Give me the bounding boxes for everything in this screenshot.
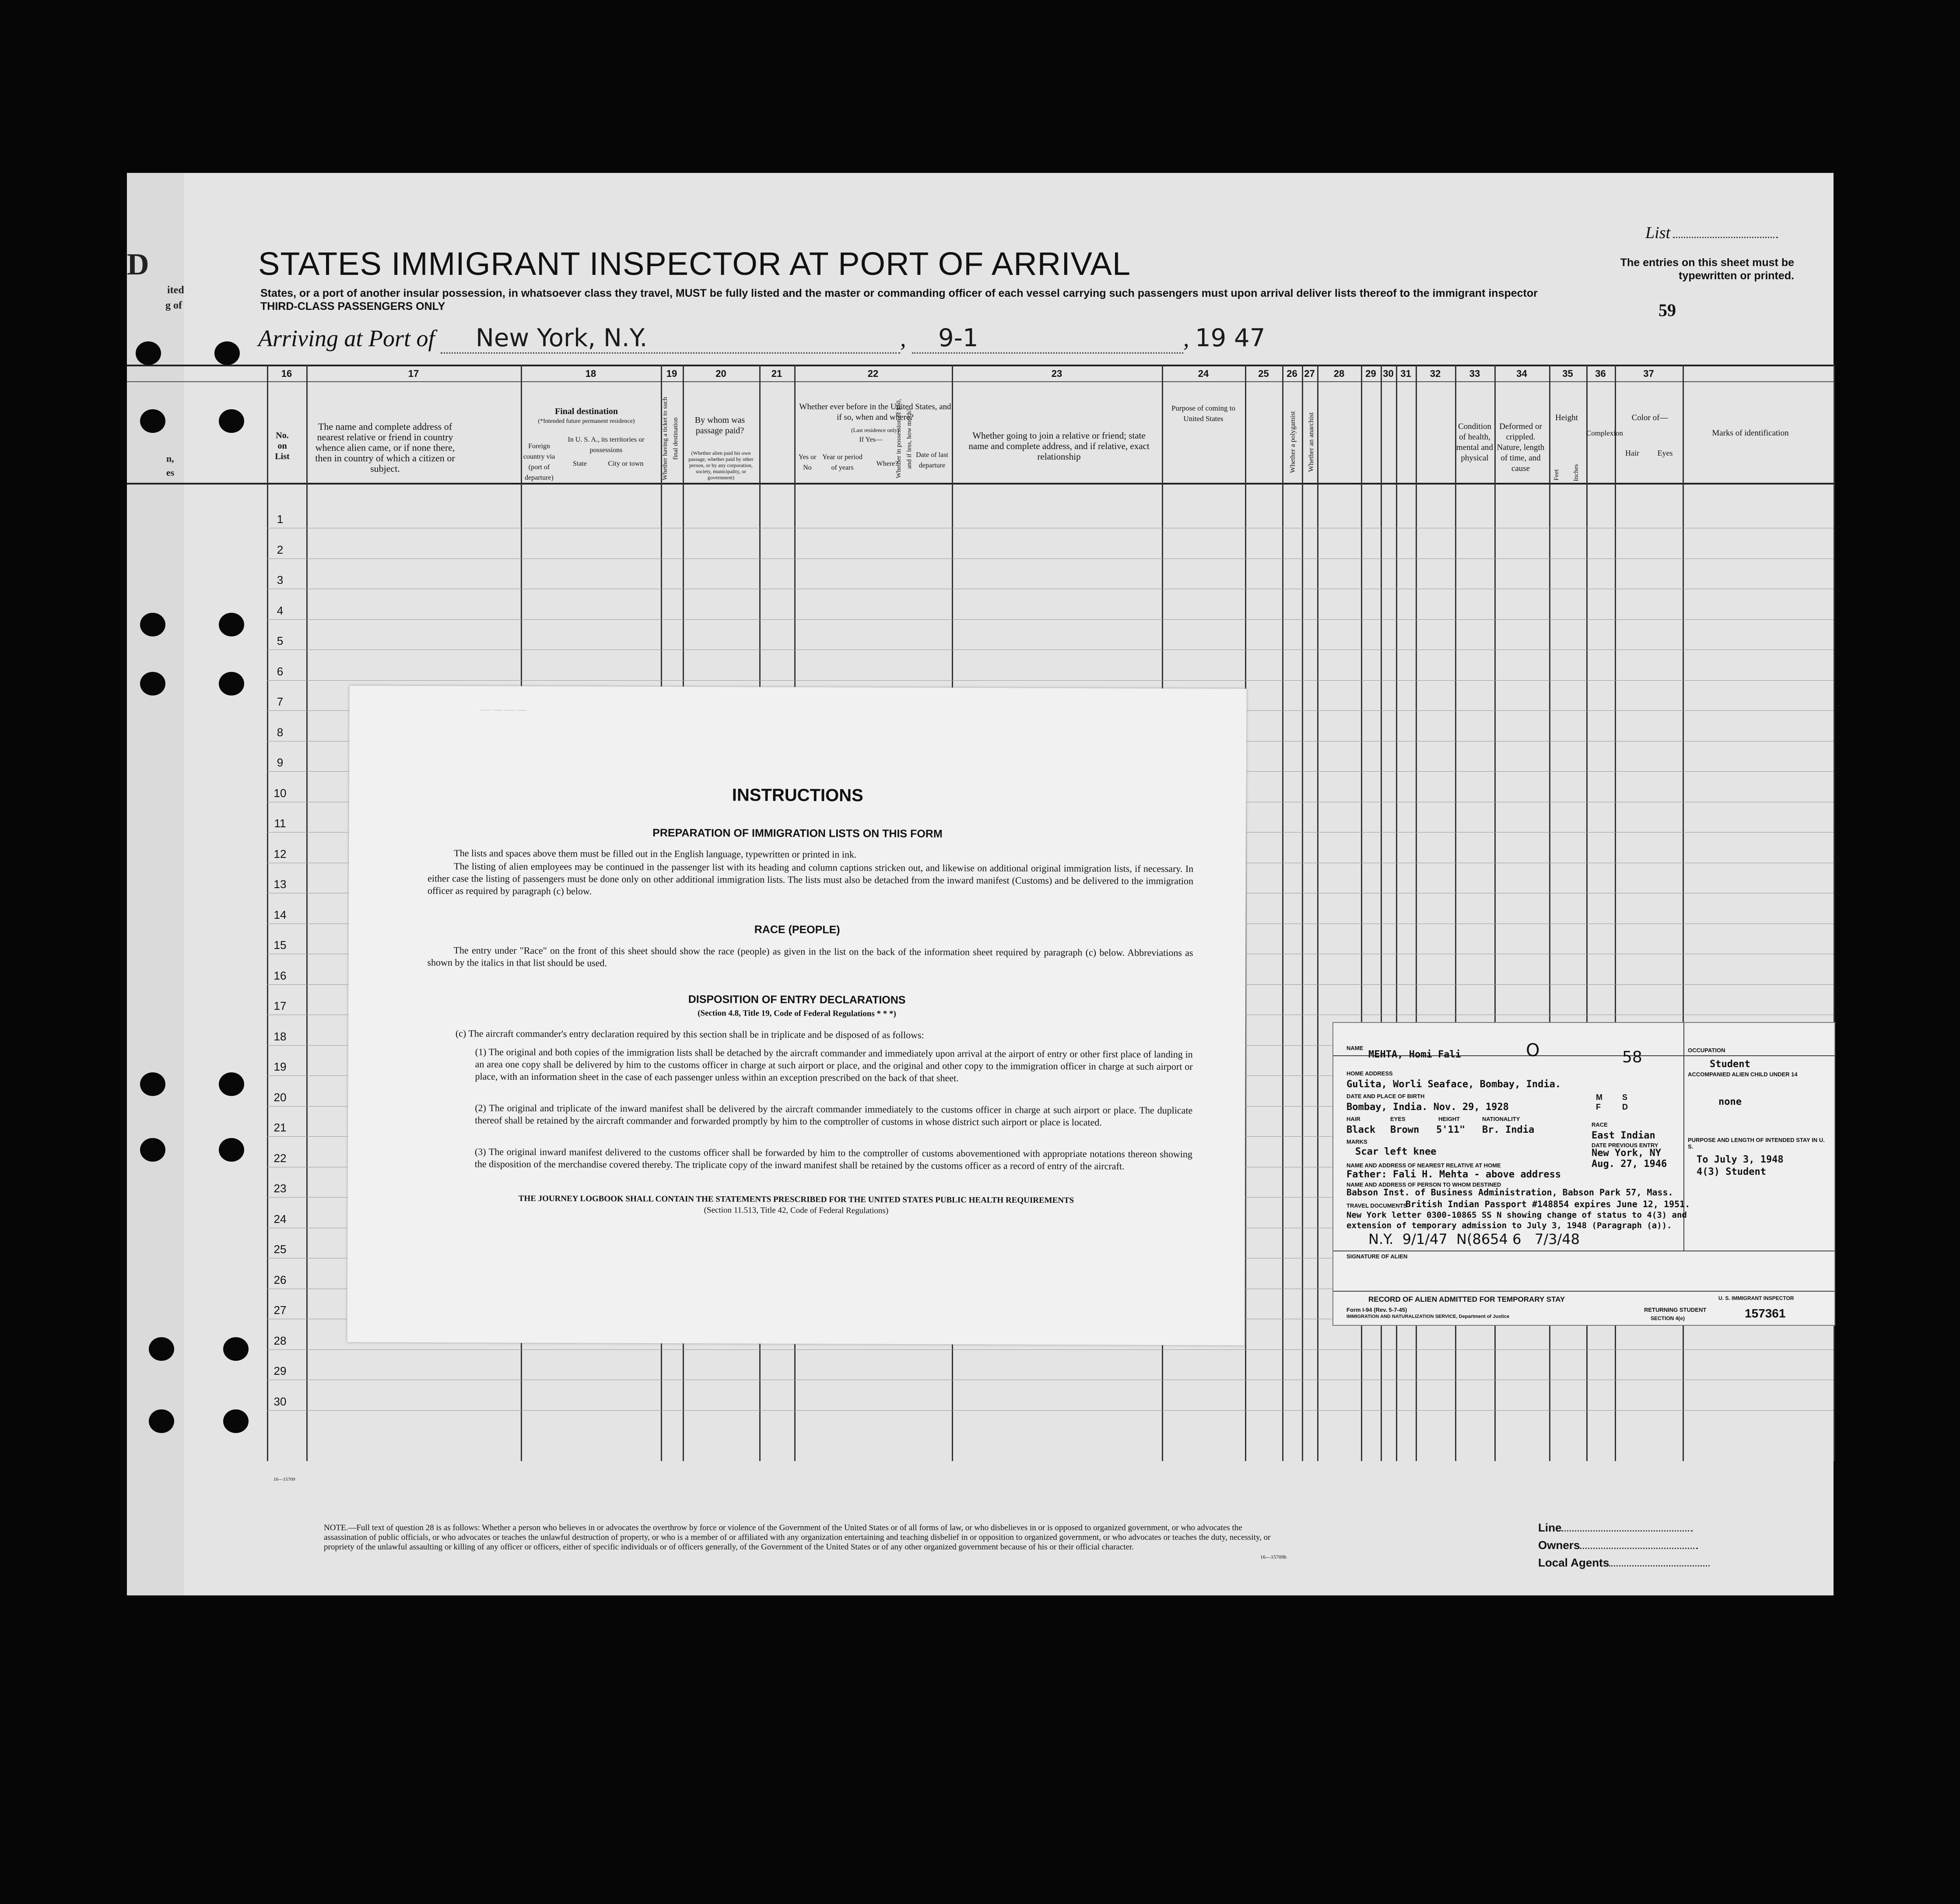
date-field xyxy=(912,324,1183,354)
header-26: Whether a polygamist xyxy=(1289,411,1297,473)
punch-hole xyxy=(140,1138,165,1162)
row-number: 21 xyxy=(273,1121,287,1134)
card-birth: Bombay, India. Nov. 29, 1928 xyxy=(1346,1102,1509,1113)
row-rule xyxy=(267,1410,1834,1411)
punch-hole xyxy=(140,613,165,636)
punch-hole xyxy=(219,1138,244,1162)
row-number: 7 xyxy=(277,695,284,708)
header-32: Condition of health, mental and physical xyxy=(1456,422,1493,463)
row-number: 3 xyxy=(277,573,284,587)
header-22: Whether ever before in the United States, and if so, when and where? xyxy=(799,402,951,422)
card-admission-handwritten: N.Y. 9/1/47 N(8654 6 7/3/48 xyxy=(1368,1231,1580,1247)
card-label: TRAVEL DOCUMENTS xyxy=(1346,1202,1407,1209)
instructions-footer-citation: (Section 11.513, Title 42, Code of Federal Regulations) xyxy=(704,1205,889,1215)
left-fragment: g of xyxy=(165,300,182,311)
row-number: 26 xyxy=(273,1273,287,1286)
row-number: 27 xyxy=(273,1303,287,1317)
subtitle-class: THIRD-CLASS PASSENGERS ONLY xyxy=(260,300,445,313)
card-stamp: SECTION 4(e) xyxy=(1651,1315,1685,1321)
header-20: By whom was passage paid? xyxy=(694,415,745,436)
card-label: NAME AND ADDRESS OF PERSON TO WHOM DESTINED xyxy=(1346,1181,1501,1188)
row-number: 2 xyxy=(277,543,284,556)
card-label: MARKS xyxy=(1346,1138,1367,1145)
row-number: 1 xyxy=(277,513,284,526)
header-18-usa: In U. S. A., its territories or possessions xyxy=(568,436,645,454)
column-number: 34 xyxy=(1516,368,1527,379)
card-nationality: Br. India xyxy=(1482,1124,1535,1135)
card-form-info: IMMIGRATION AND NATURALIZATION SERVICE, Department of Justice xyxy=(1346,1314,1510,1319)
question-28-note xyxy=(324,1523,1287,1562)
header-17: The name and complete address of nearest relative or friend in country whence alien came, or if none there, then in country of which a citizen or subject. xyxy=(315,421,455,474)
arriving-line: Arriving at Port of New York, N.Y. , 9-1 , 19 47 xyxy=(258,324,1265,354)
page-subtitle xyxy=(260,287,1661,313)
punch-hole xyxy=(219,409,244,433)
header-22-date: Date of last departure xyxy=(916,451,948,469)
column-number: 37 xyxy=(1643,368,1654,379)
column-number: 27 xyxy=(1304,368,1315,379)
port-handwritten: New York, N.Y. xyxy=(476,324,648,352)
card-label: HAIR xyxy=(1346,1116,1360,1122)
column-number: 23 xyxy=(1051,368,1062,379)
port-field xyxy=(441,324,900,354)
card-label: DATE PREVIOUS ENTRY xyxy=(1592,1142,1658,1149)
header-23: Whether going to join a relative or friend; state name and complete address, and if relative, exact relationship xyxy=(968,430,1150,462)
card-travel: extension of temporary admission to July 3, 1948 (Paragraph (a)). xyxy=(1346,1221,1672,1230)
arriving-label: Arriving at Port of xyxy=(258,325,435,351)
instruction-paragraph: The lists and spaces above them must be filled out in the English language, typewritten or printed in ink. xyxy=(454,847,857,860)
punch-hole xyxy=(140,409,165,433)
header-27: Whether an anarchist xyxy=(1308,412,1315,472)
card-status-d: D xyxy=(1622,1103,1628,1111)
card-status-s: S xyxy=(1622,1093,1628,1102)
header-22-year: Year or period of years xyxy=(822,453,863,471)
punch-hole xyxy=(149,1409,174,1433)
column-number: 35 xyxy=(1562,368,1573,379)
owners-field xyxy=(1538,1539,1698,1552)
section-heading: DISPOSITION OF ENTRY DECLARATIONS xyxy=(688,993,906,1006)
header-19: Whether having a ticket to such final destination xyxy=(662,397,679,481)
card-stamp: RETURNING STUDENT xyxy=(1644,1307,1707,1313)
card-prev-entry: New York, NY xyxy=(1592,1148,1661,1159)
local-agents-field xyxy=(1538,1556,1710,1570)
form-code: 16—15709 xyxy=(273,1477,295,1482)
card-label: OCCUPATION xyxy=(1688,1047,1725,1054)
note-form-code: 16—15709b xyxy=(1260,1554,1287,1560)
column-rule xyxy=(1302,365,1303,1461)
row-number: 29 xyxy=(273,1364,287,1377)
punch-hole xyxy=(219,672,244,696)
card-marks: Scar left knee xyxy=(1355,1146,1437,1157)
card-form-info: Form I-94 (Rev. 5-7-45) xyxy=(1346,1307,1407,1313)
card-serial: 157361 xyxy=(1745,1307,1786,1320)
card-label: EYES xyxy=(1390,1116,1406,1122)
header-16: No. on List xyxy=(275,431,290,461)
header-22-yesno: Yes or No xyxy=(798,453,817,471)
punch-hole xyxy=(223,1409,249,1433)
card-name-handwritten: O xyxy=(1526,1040,1540,1061)
header-37: Marks of identification xyxy=(1712,429,1789,438)
row-number: 8 xyxy=(277,725,284,739)
instruction-paragraph: (3) The original inward manifest delivered to the customs officer shall be forwarded by him to the comptroller of customs abovementioned with appropriate notations thereon showing the disposition of the merchandise covered thereby. The triplicate copy of the inward manifest shall be retained by the customs officer as a record of entry of the aircraft. xyxy=(474,1146,1192,1172)
card-height: 5'11" xyxy=(1436,1124,1466,1135)
row-number: 19 xyxy=(273,1060,287,1073)
card-home-address: Gulita, Worli Seaface, Bombay, India. xyxy=(1346,1079,1561,1090)
column-number: 25 xyxy=(1258,368,1269,379)
header-34-feet: Feet xyxy=(1553,469,1560,481)
header-22-sub: (Last residence only) xyxy=(851,427,899,433)
date-handwritten: 9-1 xyxy=(938,324,978,352)
card-sex-f: F xyxy=(1596,1103,1601,1111)
instructions-title: INSTRUCTIONS xyxy=(732,785,863,805)
card-number-handwritten: 58 xyxy=(1622,1048,1642,1066)
column-rule xyxy=(306,365,308,1461)
row-rule xyxy=(267,1349,1834,1350)
header-18-city: City or town xyxy=(608,460,644,467)
instruction-paragraph: The entry under "Race" on the front of this sheet should show the race (people) as given in the list on the back of the information sheet required by paragraph (c) below. Abbreviations as shown by the italics in that list should be used. xyxy=(427,945,1193,969)
list-field xyxy=(1645,223,1778,242)
header-22-ifyes: If Yes— xyxy=(859,436,883,443)
section-heading: RACE (PEOPLE) xyxy=(754,923,840,936)
row-number: 12 xyxy=(273,847,287,861)
row-number: 11 xyxy=(274,817,286,830)
page-number: 59 xyxy=(1658,300,1676,320)
i94-card xyxy=(1332,1022,1835,1326)
column-number: 17 xyxy=(408,368,419,379)
owners-label: Owners xyxy=(1538,1539,1580,1552)
instruction-paragraph: (c) The aircraft commander's entry declaration required by this section shall be in triplicate and be disposed of as follows: xyxy=(455,1028,924,1041)
punch-hole xyxy=(136,341,161,365)
card-occupation: Student xyxy=(1710,1059,1750,1070)
column-number: 33 xyxy=(1469,368,1480,379)
column-rule xyxy=(267,365,268,1461)
row-number: 17 xyxy=(273,999,287,1012)
line-field xyxy=(1538,1521,1693,1535)
column-number: 24 xyxy=(1198,368,1209,379)
column-number: 36 xyxy=(1595,368,1606,379)
punch-hole xyxy=(219,1072,244,1096)
punch-hole xyxy=(223,1337,249,1361)
header-21: Whether in possession of $50, and if less, how much? xyxy=(895,399,913,478)
header-35: Complexion xyxy=(1586,429,1623,437)
column-number: 21 xyxy=(771,368,782,379)
instructions-sheet: — — — — INSTRUCTIONS PREPARATION OF IMMIGRATION LISTS ON THIS FORM The lists and spaces above them must be filled out in the English language, typewritten or printed in ink. The listing of alien employees may be continued in the passenger list with its heading and column captions stricken out, and likewise on additional original immigration lists, if necessary. In either case the listing of passengers must be done only on other additional immigration lists. The lists must also be detached from the inward manifest (Customs) and be delivered to the immigration officer as required by paragraph (c) below. RACE (PEOPLE) The entry under "Race" on the front of this sheet should show the race (people) as given in the list on the back of the information sheet required by paragraph (c) below. Abbreviations as shown by the italics in that list should be used. DISPOSITION OF ENTRY DECLARATIONS (Section 4.8, Title 19, Code of Federal Regulations * * *) (c) The aircraft commander's entry declaration required by this section shall be in triplicate and be disposed of as follows: (1) The original and both copies of the immigration lists shall be detached by the aircraft commander and immediately upon arrival at the airport of entry or other first place of landing in an area one copy shall be delivered by him to the customs officer in charge at such airport or place, and the original and other copy to the immigration officer in charge at such airport or place, with an information sheet in the case of each passenger unless within an exception prescribed on the back of that sheet. (2) The original and triplicate of the inward manifest shall be delivered by the aircraft commander immediately to the customs officer in charge at such airport or place. The duplicate thereof shall be retained by the aircraft commander and forwarded promptly by him to the comptroller of customs in whose district such airport or place is located. (3) The original inward manifest delivered to the customs officer shall be forwarded by him to the comptroller of customs abovementioned with appropriate notations thereon showing the disposition of the merchandise covered thereby. The triplicate copy of the inward manifest shall be retained by the customs officer as a record of entry of the aircraft. THE JOURNEY LOGBOOK SHALL CONTAIN THE STATEMENTS PRESCRIBED FOR THE UNITED STATES PUBLIC HEALTH REQUIREMENTS (Section 11.513, Title 42, Code of Federal Regulations) xyxy=(347,685,1246,1345)
row-rule xyxy=(267,619,1834,620)
punch-hole xyxy=(219,613,244,636)
card-sex-m: M xyxy=(1596,1093,1602,1102)
row-number: 4 xyxy=(277,604,284,617)
row-number: 13 xyxy=(273,878,287,891)
column-number: 16 xyxy=(281,368,292,379)
row-number: 16 xyxy=(273,969,287,982)
list-label: List xyxy=(1645,224,1671,242)
column-number: 32 xyxy=(1430,368,1441,379)
card-hair: Black xyxy=(1346,1124,1376,1135)
header-18-foreign: Foreign country via (port of departure) xyxy=(523,443,555,481)
punch-hole xyxy=(214,341,240,365)
typewritten-note: The entries on this sheet must be typewritten or printed. xyxy=(1620,256,1794,282)
card-travel: British Indian Passport #148854 expires June 12, 1951. xyxy=(1406,1199,1690,1209)
column-number: 26 xyxy=(1287,368,1297,379)
row-number: 20 xyxy=(273,1090,287,1104)
card-label: RACE xyxy=(1592,1121,1608,1128)
column-rule xyxy=(1317,365,1318,1461)
row-number: 6 xyxy=(277,664,284,678)
punch-hole xyxy=(149,1337,174,1361)
row-number: 15 xyxy=(273,938,287,952)
row-number: 28 xyxy=(273,1334,287,1347)
line-label: Line xyxy=(1538,1521,1562,1534)
header-36-eyes: Eyes xyxy=(1657,449,1673,457)
left-fragment: D xyxy=(127,248,149,281)
card-label: NAME xyxy=(1346,1045,1364,1051)
header-22-where: Where? xyxy=(876,460,898,467)
row-number: 5 xyxy=(277,634,284,647)
column-number: 20 xyxy=(715,368,726,379)
header-20-sub: (Whether alien paid his own passage, whether paid by other person, or by any corporation, society, municipality, or government) xyxy=(688,450,754,481)
left-fragment: ited xyxy=(167,285,184,296)
section-citation: (Section 4.8, Title 19, Code of Federal Regulations * * *) xyxy=(698,1008,896,1019)
row-number: 24 xyxy=(273,1212,287,1226)
instruction-paragraph: The listing of alien employees may be continued in the passenger list with its heading and column captions stricken out, and likewise on additional original immigration lists, if necessary. In either case the listing of passengers must be done only on other additional immigration lists. The lists must also be detached from the inward manifest (Customs) and be delivered to the immigration officer as required by paragraph (c) below. xyxy=(427,861,1194,897)
header-34: Height xyxy=(1555,413,1578,422)
card-label: DATE AND PLACE OF BIRTH xyxy=(1346,1093,1425,1100)
column-number: 31 xyxy=(1400,368,1411,379)
header-36-hair: Hair xyxy=(1625,449,1639,457)
card-eyes: Brown xyxy=(1390,1124,1420,1135)
punch-hole xyxy=(140,1072,165,1096)
card-name: MEHTA, Homi Fali xyxy=(1368,1049,1461,1060)
column-rule xyxy=(1282,365,1283,1461)
row-number: 10 xyxy=(273,786,287,800)
card-label: U. S. IMMIGRANT INSPECTOR xyxy=(1718,1295,1794,1301)
instruction-paragraph: (1) The original and both copies of the immigration lists shall be detached by the aircraft commander and immediately upon arrival at the airport of entry or other first place of landing in an area one copy shall be delivered by him to the customs officer in charge at such airport or place, and the original and other copy to the immigration officer in charge at such airport or place, with an information sheet in the case of each passenger unless within an exception prescribed on the back of that sheet. xyxy=(475,1046,1193,1084)
header-36: Color of— xyxy=(1631,413,1668,422)
header-34-inches: Inches xyxy=(1573,464,1580,481)
header-33: Deformed or crippled. Nature, length of time, and cause xyxy=(1497,422,1545,473)
column-number: 19 xyxy=(666,368,677,379)
subtitle-line: States, or a port of another insular possession, in whatsoever class they travel, MUST be fully listed and the master or commanding officer of each vessel carrying such passengers must upon arrival deliver lists thereof to the immigrant inspector xyxy=(260,287,1538,299)
row-number: 30 xyxy=(273,1395,287,1408)
column-number: 30 xyxy=(1383,368,1394,379)
card-stay: To July 3, 1948 xyxy=(1697,1154,1784,1165)
instructions-footer: THE JOURNEY LOGBOOK SHALL CONTAIN THE STATEMENTS PRESCRIBED FOR THE UNITED STATES PUBLIC HEALTH REQUIREMENTS xyxy=(518,1194,1074,1205)
header-24: Purpose of coming to United States xyxy=(1171,404,1235,423)
card-label: NATIONALITY xyxy=(1482,1116,1520,1122)
card-label: HOME ADDRESS xyxy=(1346,1070,1393,1077)
card-travel: New York letter 0300-10865 SS N showing change of status to 4(3) and xyxy=(1346,1210,1687,1220)
card-destined: Babson Inst. of Business Administration, Babson Park 57, Mass. xyxy=(1346,1187,1673,1198)
page-title: STATES IMMIGRANT INSPECTOR AT PORT OF ARRIVAL xyxy=(258,246,1131,282)
agents-label: Local Agents xyxy=(1538,1556,1609,1569)
left-fragment: n, xyxy=(166,453,174,464)
column-number: 22 xyxy=(867,368,879,379)
note-text: NOTE.—Full text of question 28 is as follows: Whether a person who believes in or advocates the overthrow by force or violence of the Government of the United States or of all forms of law, or who disbelieves in or is opposed to organized government, or who advocates the assassination of public officials, or who advocates or teaches the unlawful destruction of property, or who is a member of or affiliated with any organization entertaining and teaching disbelief in or opposition to organized government, or who advocates or teaches the duty, necessity, or propriety of the unlawful assaulting or killing of any officer or officers, either of specific individuals or of officers generally, of the Government of the United States or of any other organized government because of his or their official character. xyxy=(324,1523,1271,1552)
row-number: 9 xyxy=(277,756,284,769)
card-accompanied: none xyxy=(1718,1096,1742,1107)
card-label: ACCOMPANIED ALIEN CHILD UNDER 14 xyxy=(1688,1071,1798,1078)
row-number: 25 xyxy=(273,1243,287,1256)
card-relative: Father: Fali H. Mehta - above address xyxy=(1346,1169,1561,1180)
card-record-title: RECORD OF ALIEN ADMITTED FOR TEMPORARY STAY xyxy=(1368,1295,1565,1303)
left-fragment: es xyxy=(166,467,175,478)
card-race: East Indian xyxy=(1592,1130,1655,1141)
row-rule xyxy=(267,680,1834,681)
header-18-state: State xyxy=(573,460,587,467)
card-label: HEIGHT xyxy=(1438,1116,1460,1122)
punch-hole xyxy=(140,672,165,696)
section-heading: PREPARATION OF IMMIGRATION LISTS ON THIS FORM xyxy=(652,826,943,840)
instruction-paragraph: (2) The original and triplicate of the inward manifest shall be delivered by the aircraft commander immediately to the customs officer in charge at such airport or place. The duplicate thereof shall be retained by the aircraft commander and forwarded promptly by him to the comptroller of customs in whose district such airport or place is located. xyxy=(475,1102,1193,1128)
row-number: 22 xyxy=(273,1151,287,1165)
column-number: 18 xyxy=(585,368,596,379)
row-number: 23 xyxy=(273,1182,287,1195)
column-number: 28 xyxy=(1333,368,1345,379)
card-label: PURPOSE AND LENGTH OF INTENDED STAY IN U. S. xyxy=(1688,1137,1825,1150)
row-number: 14 xyxy=(273,908,287,921)
year-handwritten: 19 47 xyxy=(1195,324,1266,352)
card-stay-class: 4(3) Student xyxy=(1697,1166,1766,1177)
header-18-sub: (*Intended future permanent residence) xyxy=(538,418,635,425)
card-label: SIGNATURE OF ALIEN xyxy=(1346,1253,1408,1260)
header-18: Final destination xyxy=(555,407,618,416)
card-prev-entry-date: Aug. 27, 1946 xyxy=(1592,1159,1667,1170)
row-number: 18 xyxy=(273,1029,287,1043)
column-number: 29 xyxy=(1365,368,1376,379)
card-label: NAME AND ADDRESS OF NEAREST RELATIVE AT HOME xyxy=(1346,1162,1501,1169)
